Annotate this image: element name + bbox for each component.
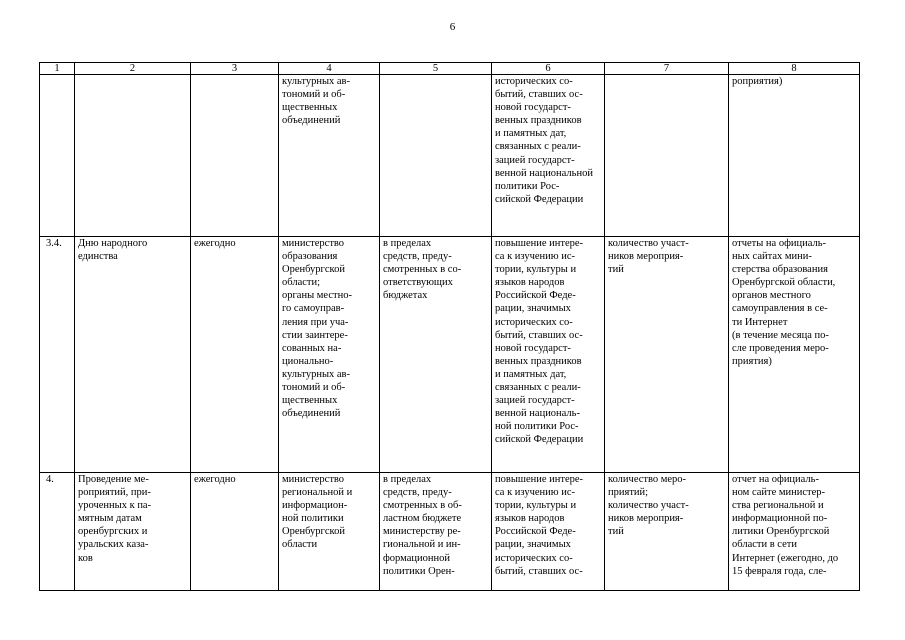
expected-result: повышение интере- са к изучению ис- тории, культуры и языков народов Российской Феде- рации, значимых исторических со- бытий, ставших ос- [492,473,605,591]
indicator: количество участ- ников мероприя- тий [605,237,729,473]
executors: культурных ав- тономий и об- щественных объединений [279,75,380,237]
header-row [40,63,860,75]
table-row [40,75,860,237]
indicator: количество меро- приятий; количество участ- ников мероприя- тий [605,473,729,591]
column-header: 1 [40,63,75,75]
funding [380,75,492,237]
row-number [40,75,75,237]
funding: в пределах средств, преду- смотренных в об- ластном бюджете министерству ре- гиональной и ин- формационной политики Орен- [380,473,492,591]
event-name: Дню народного единства [75,237,191,473]
executors: министерство образования Оренбургской области; органы местно- го самоуправ- ления при уча- стии заинтере- сованных на- ционально- культурных ав- тономий и об- щественных объединений [279,237,380,473]
column-header: 7 [605,63,729,75]
event-name: Проведение ме- роприятий, при- уроченных к па- мятным датам оренбургских и уральских каза- ков [75,473,191,591]
events-table [39,62,860,591]
page-number: 6 [449,21,456,33]
period [191,75,279,237]
period: ежегодно [191,473,279,591]
indicator [605,75,729,237]
column-header: 8 [729,63,860,75]
table-row [40,237,860,473]
table-row [40,473,860,591]
report: роприятия) [729,75,860,237]
column-header: 5 [380,63,492,75]
column-header: 2 [75,63,191,75]
report: отчет на официаль- ном сайте министер- ства региональной и информационной по- литики Оренбургской области в сети Интернет (ежегодно, до 15 февраля года, сле- [729,473,860,591]
funding: в пределах средств, преду- смотренных в со- ответствующих бюджетах [380,237,492,473]
column-header: 4 [279,63,380,75]
row-number: 3.4. [40,237,75,473]
expected-result: повышение интере- са к изучению ис- тории, культуры и языков народов Российской Феде- рации, значимых исторических со- бытий, ставших ос- новой государст- венных праздников и памятных дат, связанных с реали- зацией государст- венной националь- ной политики Рос- сийской Федерации [492,237,605,473]
column-header: 6 [492,63,605,75]
report: отчеты на официаль- ных сайтах мини- стерства образования Оренбургской области, органов местного самоуправления в се- ти Интернет (в течение месяца по- сле проведения меро- приятия) [729,237,860,473]
event-name [75,75,191,237]
period: ежегодно [191,237,279,473]
expected-result: исторических со- бытий, ставших ос- новой государст- венных праздников и памятных дат, связанных с реали- зацией государст- венной национальной политики Рос- сийской Федерации [492,75,605,237]
executors: министерство региональной и информацион- ной политики Оренбургской области [279,473,380,591]
column-header: 3 [191,63,279,75]
row-number: 4. [40,473,75,591]
